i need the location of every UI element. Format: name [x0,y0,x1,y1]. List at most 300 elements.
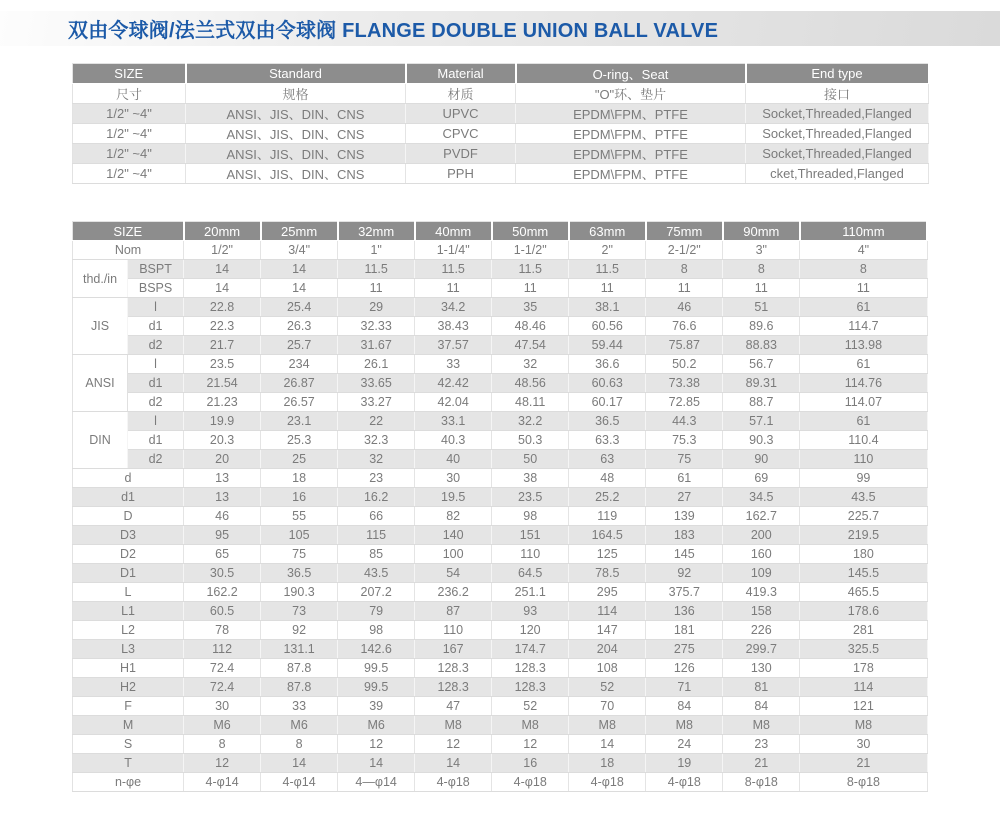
table-cell: 26.3 [261,317,338,336]
dimension-row [73,260,928,279]
table-cell: 34.2 [415,298,492,317]
table-cell: 281 [800,621,927,640]
table-cell: 128.3 [492,659,569,678]
table-cell: 65 [184,545,261,564]
table-cell: 46 [184,507,261,526]
table-cell: 42.04 [415,393,492,412]
table-cell: 38 [492,469,569,488]
size-column-header: 32mm [338,222,415,241]
table-cell: 25.4 [261,298,338,317]
table-cell: UPVC [406,104,516,124]
table-cell: 130 [723,659,800,678]
table-cell: 73.38 [646,374,723,393]
row-label: L3 [73,640,184,659]
dimension-row [73,735,928,754]
table-cell: 147 [569,621,646,640]
table-cell: 47.54 [492,336,569,355]
table-cell: 48.46 [492,317,569,336]
table-cell: 1-1/4" [415,241,492,260]
table-cell: 39 [338,697,415,716]
table-cell: 110.4 [800,431,927,450]
table-cell: 32 [338,450,415,469]
table-cell: 11 [492,279,569,298]
table-cell: 375.7 [646,583,723,602]
dimension-row [73,298,928,317]
table-cell: 99.5 [338,678,415,697]
table-cell: 8 [646,260,723,279]
table-cell: 63.3 [569,431,646,450]
table-cell: PPH [406,164,516,184]
row-label: d2 [128,450,184,469]
table-cell: 37.57 [415,336,492,355]
table-cell: 204 [569,640,646,659]
size-column-header: 40mm [415,222,492,241]
table-cell: 2" [569,241,646,260]
table-cell: M8 [723,716,800,735]
dimension-row [73,279,928,298]
size-column-header: 110mm [800,222,927,241]
table-cell: 19.5 [415,488,492,507]
table-cell: cket,Threaded,Flanged [746,164,929,184]
dimension-row [73,431,928,450]
spec-row [73,144,929,164]
table-cell: 75.87 [646,336,723,355]
table-cell: 42.42 [415,374,492,393]
dimension-row [73,716,928,735]
table-cell: 21.23 [184,393,261,412]
table-cell: 114 [569,602,646,621]
row-label: l [128,298,184,317]
table-cell: 82 [415,507,492,526]
table-cell: 33 [415,355,492,374]
row-label: BSPT [128,260,184,279]
table-cell: 72.85 [646,393,723,412]
row-label: d [73,469,184,488]
table-cell: 72.4 [184,659,261,678]
table-cell: 25.7 [261,336,338,355]
table-cell: 114.07 [800,393,927,412]
table-cell: 46 [646,298,723,317]
table-cell: 72.4 [184,678,261,697]
table-cell: 1" [338,241,415,260]
row-label: F [73,697,184,716]
table-cell: 20 [184,450,261,469]
table-cell: 23.1 [261,412,338,431]
table-cell: 145.5 [800,564,927,583]
dimension-row [73,621,928,640]
table-cell: 158 [723,602,800,621]
table-cell: 4-φ18 [569,773,646,792]
column-header-zh: "O"环、垫片 [516,84,746,104]
table-cell: 1/2" ~4" [73,164,186,184]
table-cell: 78.5 [569,564,646,583]
table-cell: 98 [338,621,415,640]
column-header: Standard [186,64,406,84]
dimension-row [73,526,928,545]
table-cell: M8 [646,716,723,735]
row-label: D2 [73,545,184,564]
size-column-header: 75mm [646,222,723,241]
table-cell: 128.3 [415,659,492,678]
table-cell: 8 [261,735,338,754]
table-cell: 114.76 [800,374,927,393]
title-band [0,11,1000,46]
table-cell: 87.8 [261,678,338,697]
row-label: H2 [73,678,184,697]
table-cell: 11.5 [569,260,646,279]
table-cell: 81 [723,678,800,697]
table-cell: 99.5 [338,659,415,678]
group-label: DIN [73,412,128,469]
table-cell: 55 [261,507,338,526]
table-cell: 162.2 [184,583,261,602]
table-cell: 75 [261,545,338,564]
dimension-row [73,678,928,697]
dimension-row [73,697,928,716]
table-cell: 183 [646,526,723,545]
table-cell: 126 [646,659,723,678]
table-cell: 60.63 [569,374,646,393]
spec-row [73,124,929,144]
table-cell: 64.5 [492,564,569,583]
table-cell: 14 [569,735,646,754]
table-cell: 30.5 [184,564,261,583]
table-cell: 4" [800,241,927,260]
table-cell: 19.9 [184,412,261,431]
table-cell: M6 [261,716,338,735]
table-cell: 38.43 [415,317,492,336]
table-cell: M8 [569,716,646,735]
row-label: L [73,583,184,602]
table-cell: 31.67 [338,336,415,355]
table-cell: M8 [415,716,492,735]
table-cell: 178.6 [800,602,927,621]
table-cell: 60.56 [569,317,646,336]
dimension-row [73,754,928,773]
dimension-row [73,317,928,336]
table-cell: 19 [646,754,723,773]
table-cell: 40.3 [415,431,492,450]
table-cell: 98 [492,507,569,526]
dimension-row [73,241,928,260]
table-cell: 4-φ18 [415,773,492,792]
table-cell: 219.5 [800,526,927,545]
table-cell: 11 [646,279,723,298]
table-cell: Socket,Threaded,Flanged [746,144,929,164]
table-cell: 57.1 [723,412,800,431]
table-cell: 110 [492,545,569,564]
table-cell: 61 [800,355,927,374]
table-cell: 59.44 [569,336,646,355]
table-cell: EPDM\FPM、PTFE [516,144,746,164]
table-cell: 11 [723,279,800,298]
table-cell: 226 [723,621,800,640]
table-cell: CPVC [406,124,516,144]
table-cell: 12 [415,735,492,754]
table-cell: 105 [261,526,338,545]
row-label: D1 [73,564,184,583]
row-label: BSPS [128,279,184,298]
dimension-row [73,412,928,431]
table-cell: 110 [800,450,927,469]
table-cell: 50 [492,450,569,469]
group-label: ANSI [73,355,128,412]
row-label: L1 [73,602,184,621]
table-cell: 11 [338,279,415,298]
spec-table [72,63,930,184]
table-cell: 21.7 [184,336,261,355]
table-cell: EPDM\FPM、PTFE [516,104,746,124]
size-column-header: 50mm [492,222,569,241]
table-cell: 14 [261,754,338,773]
table-cell: 1/2" [184,241,261,260]
table-cell: 40 [415,450,492,469]
table-cell: 119 [569,507,646,526]
table-cell: 11.5 [415,260,492,279]
dimension-row [73,374,928,393]
table-cell: 30 [415,469,492,488]
table-cell: 1/2" ~4" [73,104,186,124]
table-cell: 43.5 [800,488,927,507]
row-label: d1 [73,488,184,507]
table-cell: 11 [415,279,492,298]
table-cell: 16 [261,488,338,507]
table-cell: 174.7 [492,640,569,659]
table-cell: 52 [492,697,569,716]
table-cell: 1/2" ~4" [73,124,186,144]
table-cell: 162.7 [723,507,800,526]
table-cell: 23.5 [492,488,569,507]
table-cell: 36.5 [261,564,338,583]
table-cell: 21 [800,754,927,773]
table-cell: 18 [569,754,646,773]
table-cell: 140 [415,526,492,545]
table-cell: 4-φ18 [646,773,723,792]
table-cell: PVDF [406,144,516,164]
dimension-row [73,564,928,583]
table-cell: 8 [800,260,927,279]
table-cell: 85 [338,545,415,564]
column-header-zh: 规格 [186,84,406,104]
table-cell: 63 [569,450,646,469]
column-header-zh: 接口 [746,84,929,104]
table-cell: 108 [569,659,646,678]
table-cell: Socket,Threaded,Flanged [746,124,929,144]
table-cell: ANSI、JIS、DIN、CNS [186,104,406,124]
table-cell: 27 [646,488,723,507]
dimension-row [73,336,928,355]
table-cell: 14 [184,279,261,298]
dimension-row [73,602,928,621]
dimension-row [73,507,928,526]
table-cell: 84 [646,697,723,716]
table-cell: 21 [723,754,800,773]
row-label: L2 [73,621,184,640]
table-cell: EPDM\FPM、PTFE [516,164,746,184]
table-cell: 11.5 [492,260,569,279]
table-cell: Socket,Threaded,Flanged [746,104,929,124]
group-label: thd./in [73,260,128,298]
table-cell: 48.11 [492,393,569,412]
table-cell: 109 [723,564,800,583]
table-cell: 100 [415,545,492,564]
table-cell: 151 [492,526,569,545]
group-label: JIS [73,298,128,355]
table-cell: 33.65 [338,374,415,393]
table-cell: 47 [415,697,492,716]
table-cell: 12 [184,754,261,773]
column-header: SIZE [73,64,186,84]
table-cell: 21.54 [184,374,261,393]
spec-row [73,164,929,184]
dimension-row [73,583,928,602]
column-header-zh: 尺寸 [73,84,186,104]
table-cell: 44.3 [646,412,723,431]
table-cell: M8 [492,716,569,735]
table-cell: M8 [800,716,927,735]
table-cell: ANSI、JIS、DIN、CNS [186,144,406,164]
column-header: End type [746,64,929,84]
table-cell: M6 [184,716,261,735]
table-cell: 30 [800,735,927,754]
table-cell: 164.5 [569,526,646,545]
table-cell: 160 [723,545,800,564]
dimension-row [73,773,928,792]
table-cell: 87.8 [261,659,338,678]
table-cell: 52 [569,678,646,697]
table-cell: 93 [492,602,569,621]
table-cell: 234 [261,355,338,374]
table-cell: 251.1 [492,583,569,602]
table-cell: 12 [338,735,415,754]
table-cell: 4-φ18 [492,773,569,792]
table-cell: 23 [723,735,800,754]
table-cell: 36.6 [569,355,646,374]
table-cell: 22.3 [184,317,261,336]
dimension-row [73,450,928,469]
table-cell: 13 [184,469,261,488]
table-cell: 26.1 [338,355,415,374]
table-cell: 26.87 [261,374,338,393]
table-cell: 50.2 [646,355,723,374]
table-cell: 30 [184,697,261,716]
table-cell: 32.2 [492,412,569,431]
table-cell: 131.1 [261,640,338,659]
table-cell: 145 [646,545,723,564]
table-cell: 200 [723,526,800,545]
table-cell: 25.2 [569,488,646,507]
table-cell: 136 [646,602,723,621]
table-cell: 112 [184,640,261,659]
table-cell: 23.5 [184,355,261,374]
dimension-row [73,469,928,488]
table-cell: 8 [184,735,261,754]
table-cell: 26.57 [261,393,338,412]
row-label: H1 [73,659,184,678]
table-cell: 3" [723,241,800,260]
table-cell: 4-φ14 [184,773,261,792]
table-cell: 75 [646,450,723,469]
table-cell: 71 [646,678,723,697]
table-cell: 12 [492,735,569,754]
table-cell: 8 [723,260,800,279]
row-label: d1 [128,431,184,450]
table-cell: 75.3 [646,431,723,450]
table-cell: 11.5 [338,260,415,279]
table-cell: 14 [261,260,338,279]
table-cell: 89.31 [723,374,800,393]
table-cell: 61 [800,298,927,317]
row-label: S [73,735,184,754]
table-cell: 87 [415,602,492,621]
table-cell: 128.3 [492,678,569,697]
table-cell: 16.2 [338,488,415,507]
table-cell: 36.5 [569,412,646,431]
table-cell: 1/2" ~4" [73,144,186,164]
table-cell: 14 [338,754,415,773]
dimension-row [73,488,928,507]
spec-row [73,104,929,124]
table-cell: 32.3 [338,431,415,450]
table-cell: 22.8 [184,298,261,317]
row-label: d1 [128,317,184,336]
row-label: D3 [73,526,184,545]
table-cell: 25 [261,450,338,469]
dimension-table [72,221,928,792]
table-cell: 114 [800,678,927,697]
table-cell: 110 [415,621,492,640]
table-cell: 60.5 [184,602,261,621]
row-label: D [73,507,184,526]
table-cell: 115 [338,526,415,545]
table-cell: 11 [569,279,646,298]
table-cell: 13 [184,488,261,507]
table-cell: 76.6 [646,317,723,336]
table-cell: 33.1 [415,412,492,431]
table-cell: 24 [646,735,723,754]
table-cell: 299.7 [723,640,800,659]
dimension-row [73,545,928,564]
table-cell: 114.7 [800,317,927,336]
row-label: Nom [73,241,184,260]
table-cell: 325.5 [800,640,927,659]
table-cell: 3/4" [261,241,338,260]
size-column-header: 63mm [569,222,646,241]
table-cell: 56.7 [723,355,800,374]
size-header: SIZE [73,222,184,241]
table-cell: 69 [723,469,800,488]
table-cell: 50.3 [492,431,569,450]
table-cell: 35 [492,298,569,317]
table-cell: 178 [800,659,927,678]
table-cell: 48 [569,469,646,488]
table-cell: 32 [492,355,569,374]
table-cell: 23 [338,469,415,488]
table-cell: 225.7 [800,507,927,526]
table-cell: 90 [723,450,800,469]
table-cell: 70 [569,697,646,716]
column-header-zh: 材质 [406,84,516,104]
dimension-row [73,355,928,374]
table-cell: 167 [415,640,492,659]
dimension-row [73,640,928,659]
table-cell: 78 [184,621,261,640]
size-column-header: 25mm [261,222,338,241]
table-cell: 139 [646,507,723,526]
row-label: d1 [128,374,184,393]
table-cell: 25.3 [261,431,338,450]
table-cell: 8-φ18 [723,773,800,792]
